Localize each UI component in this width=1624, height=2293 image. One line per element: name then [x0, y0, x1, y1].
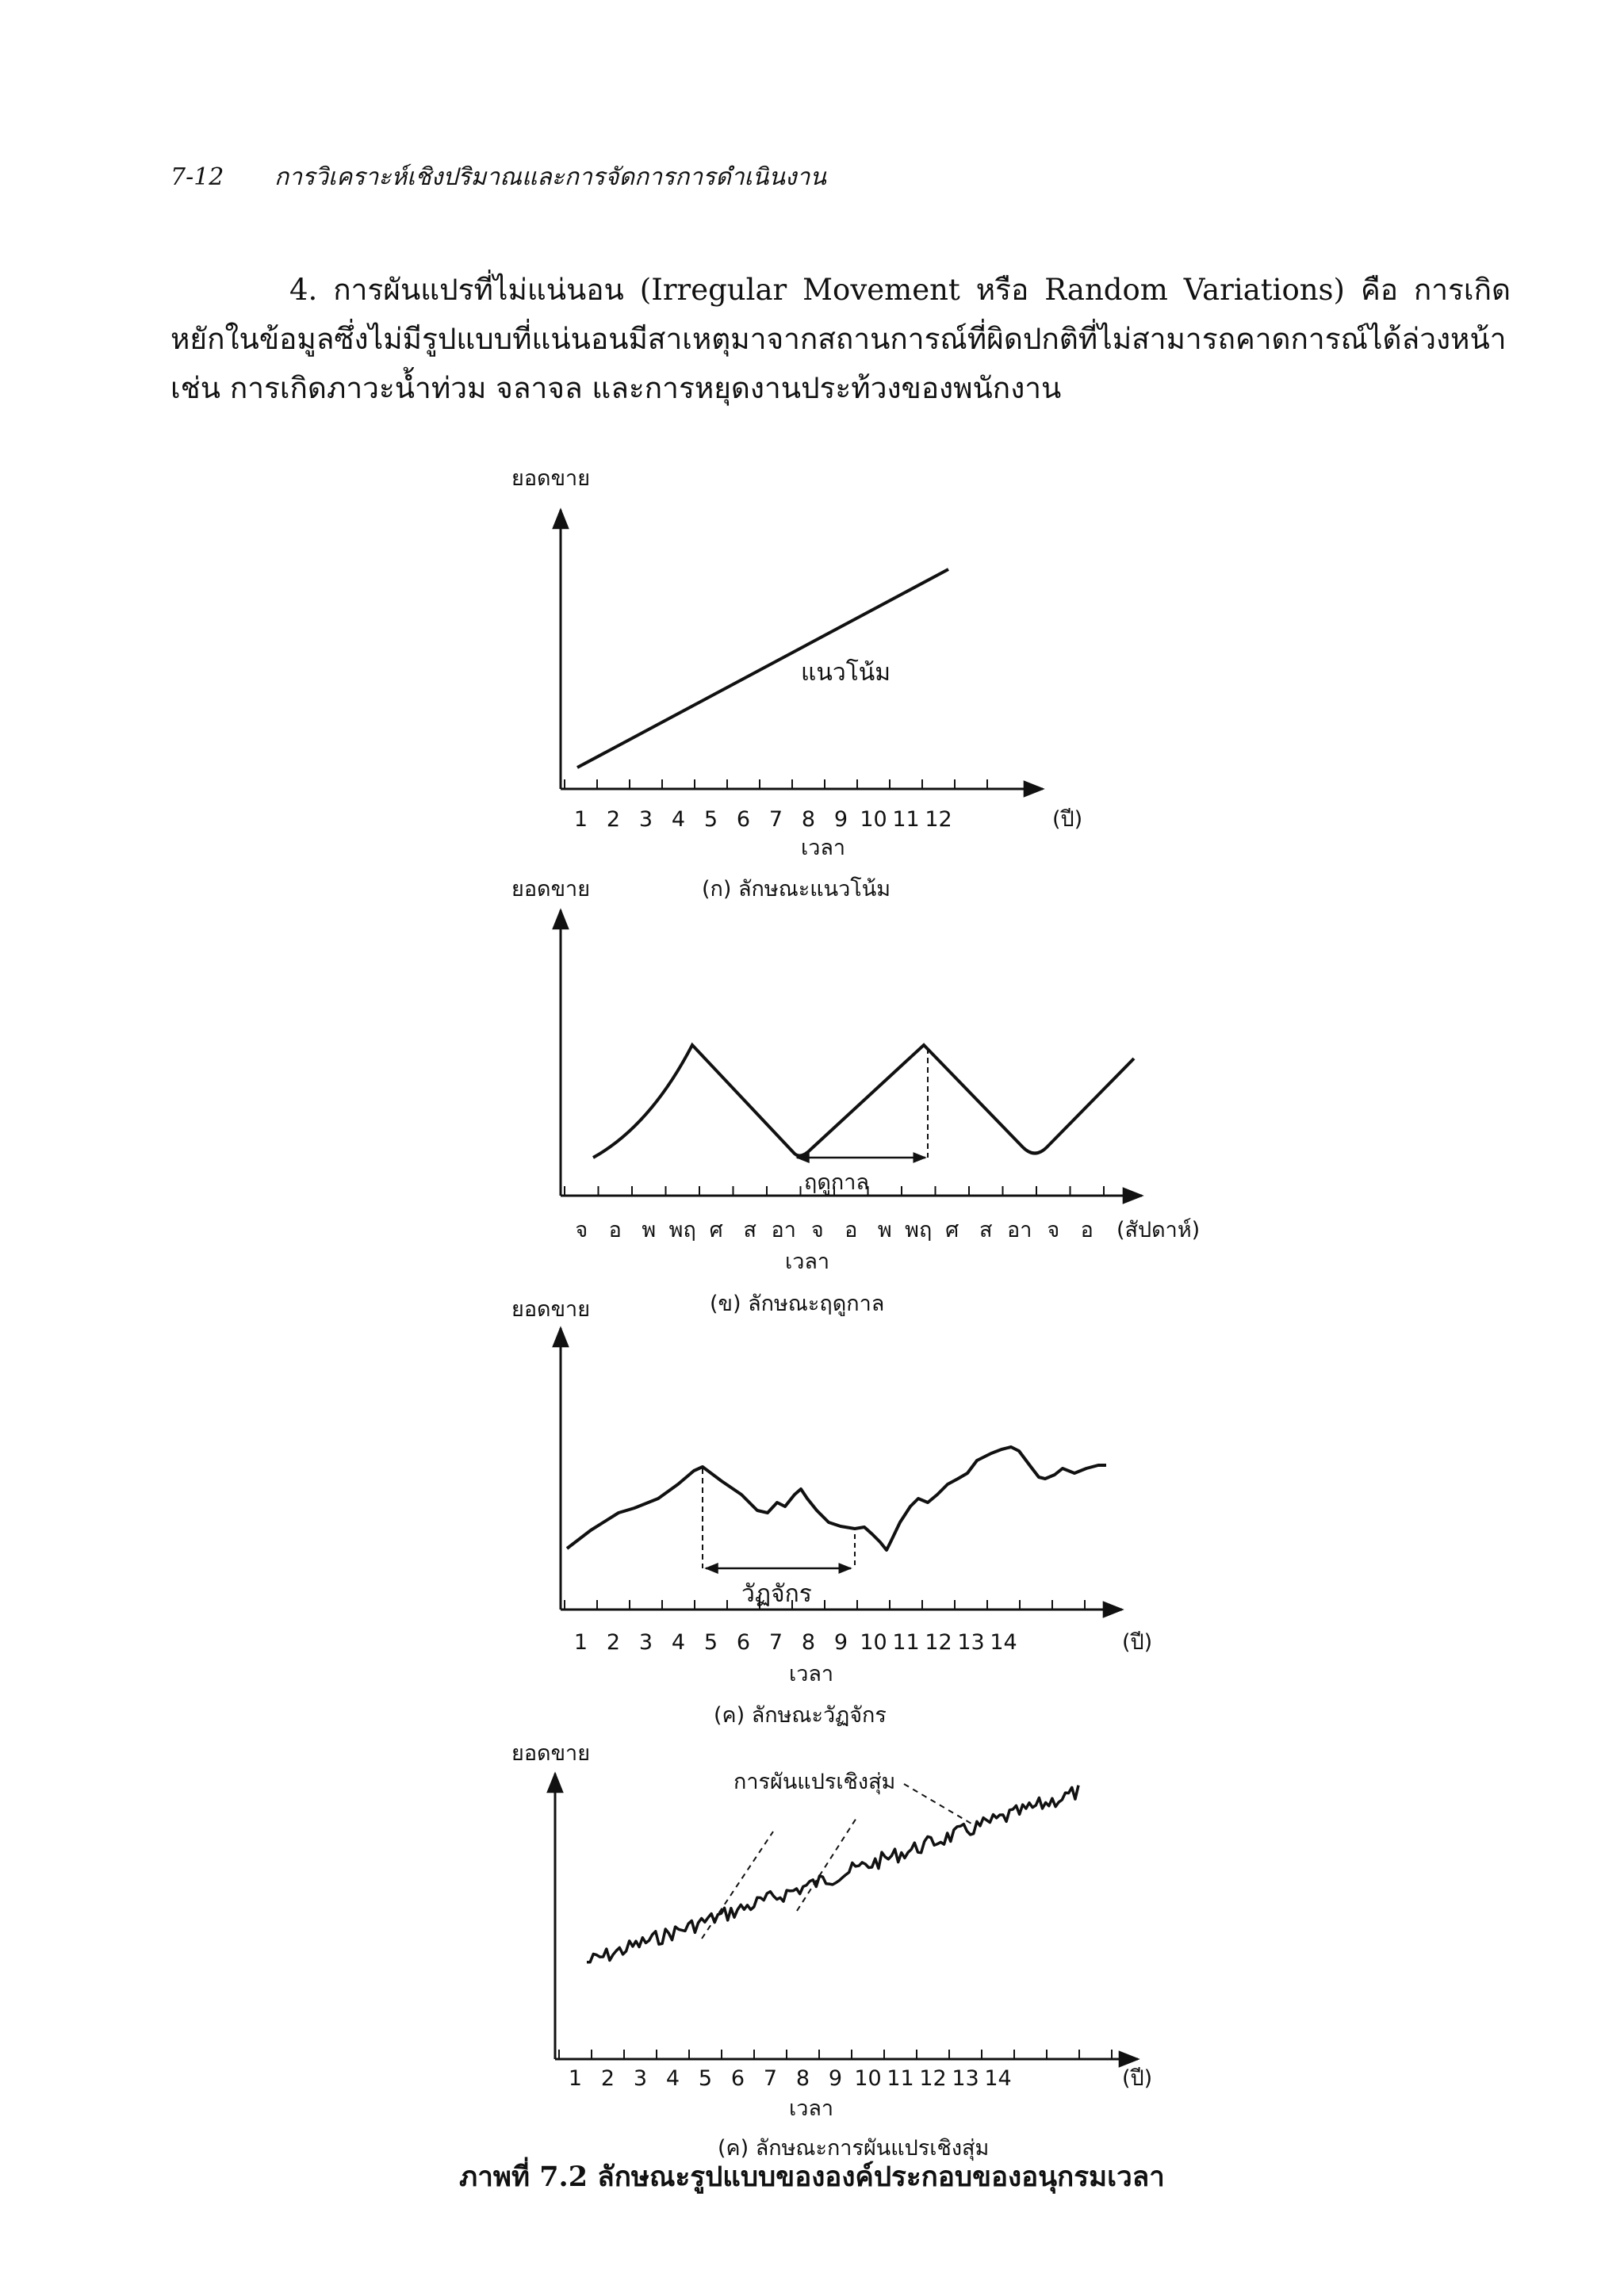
x-tick-label: 9: [833, 807, 848, 832]
figure-caption: ภาพที่ 7.2 ลักษณะรูปแบบขององค์ประกอบของอนุกรมเวลา: [459, 2161, 1165, 2193]
pointer-dashed-line: [797, 1818, 856, 1911]
x-tick-label: 4: [671, 807, 686, 832]
x-tick-marks: [565, 779, 987, 789]
panel-caption: (ค) ลักษณะการผันแปรเชิงสุ่ม: [718, 2136, 990, 2161]
x-tick-label: 10: [854, 2066, 882, 2091]
x-tick-marks: [559, 2050, 1112, 2059]
x-tick-marks: [565, 1600, 1085, 1610]
x-tick-label: 14: [990, 1630, 1017, 1655]
x-tick-labels: [574, 807, 952, 832]
panel-caption: (ข) ลักษณะฤดูกาล: [710, 1292, 885, 1316]
x-tick-label: 14: [984, 2066, 1012, 2091]
y-axis-label: ยอดขาย: [511, 466, 591, 491]
x-tick-label: 11: [892, 807, 920, 832]
trend-line: [577, 569, 948, 768]
pointer-dashed-line: [904, 1784, 971, 1824]
x-axis-label: เวลา: [785, 1250, 830, 1274]
x-tick-label: จ: [810, 1218, 824, 1242]
x-tick-label: พ: [642, 1218, 657, 1242]
x-tick-label: อ: [845, 1218, 858, 1242]
paragraph-text: 4. การผันแปรที่ไม่แน่นอน (Irregular Movement หรือ Random Variations) คือ การเกิดหยักในข้อมูลซึ่งไม่มีรูปแบบที่แน่นอนมีสาเหตุมาจากสถานการณ์ที่ผิดปกติที่ไม่สามารถคาดการณ์ได้ล่วงหน้า เช่น การเกิดภาวะน้ำท่วม จลาจล และการหยุดงานประท้วงของพนักงาน: [170, 273, 1511, 405]
x-tick-label: ส: [743, 1218, 756, 1242]
x-tick-label: 5: [698, 2066, 713, 2091]
x-tick-label: 2: [600, 2066, 615, 2091]
season-label: ฤดูกาล: [804, 1170, 869, 1195]
x-tick-label: 8: [801, 1630, 816, 1655]
x-tick-label: จ: [1047, 1218, 1060, 1242]
x-tick-label: 13: [952, 2066, 979, 2091]
x-axis-label: เวลา: [789, 2096, 834, 2121]
x-axis-label: เวลา: [801, 836, 846, 860]
x-tick-label: 3: [633, 2066, 648, 2091]
x-tick-label: อา: [1007, 1218, 1032, 1242]
x-tick-label: ศ: [945, 1218, 959, 1242]
x-tick-label: อ: [608, 1218, 622, 1242]
x-tick-label: 11: [887, 2066, 914, 2091]
y-axis-label: ยอดขาย: [511, 1741, 591, 1766]
x-tick-label: 5: [703, 1630, 718, 1655]
x-tick-label: 8: [801, 807, 816, 832]
panel-caption: (ก) ลักษณะแนวโน้ม: [702, 877, 891, 902]
x-tick-label: อา: [771, 1218, 796, 1242]
x-tick-label: 13: [957, 1630, 985, 1655]
x-tick-label: 6: [730, 2066, 745, 2091]
panel-caption: (ค) ลักษณะวัฏจักร: [714, 1703, 887, 1728]
x-tick-label: 12: [919, 2066, 947, 2091]
page-number: 7-12: [170, 163, 224, 191]
x-unit-label: (สัปดาห์): [1116, 1218, 1201, 1242]
x-tick-label: พฤ: [905, 1218, 933, 1242]
x-tick-label: 2: [606, 807, 621, 832]
pointer-dashed-line: [702, 1832, 773, 1939]
x-tick-label: 3: [638, 807, 653, 832]
x-tick-labels: [575, 1218, 1094, 1242]
panel-seasonal: [511, 877, 1200, 1316]
x-tick-label: 12: [925, 1630, 952, 1655]
x-unit-label: (ปี): [1122, 2066, 1153, 2091]
panel-random: [511, 1741, 1152, 2161]
x-tick-label: 5: [703, 807, 718, 832]
x-tick-labels: [574, 1630, 1017, 1655]
x-tick-marks: [565, 1186, 1104, 1196]
cycle-label: วัฏจักร: [741, 1580, 812, 1608]
panel-trend: [511, 466, 1082, 902]
x-tick-label: 2: [606, 1630, 621, 1655]
trend-label: แนวโน้ม: [801, 659, 891, 687]
y-axis-label: ยอดขาย: [511, 877, 591, 902]
x-tick-label: พฤ: [668, 1218, 696, 1242]
x-tick-label: 1: [573, 1630, 588, 1655]
y-axis-label: ยอดขาย: [511, 1297, 591, 1322]
panel-cyclical: [511, 1297, 1152, 1728]
x-tick-label: 12: [925, 807, 952, 832]
x-unit-label: (ปี): [1122, 1630, 1153, 1655]
random-variation-line: [587, 1786, 1078, 1962]
running-title: การวิเคราะห์เชิงปริมาณและการจัดการการดำเนินงาน: [274, 163, 826, 191]
x-tick-label: 9: [828, 2066, 843, 2091]
x-tick-label: 7: [768, 1630, 783, 1655]
random-label: การผันแปรเชิงสุ่ม: [733, 1770, 896, 1794]
x-tick-label: ศ: [709, 1218, 723, 1242]
x-tick-label: 4: [671, 1630, 686, 1655]
x-tick-label: 6: [736, 807, 751, 832]
x-tick-label: พ: [877, 1218, 892, 1242]
x-axis-label: เวลา: [789, 1662, 834, 1686]
x-tick-label: 11: [892, 1630, 920, 1655]
x-tick-label: 4: [665, 2066, 680, 2091]
x-tick-label: 7: [763, 2066, 778, 2091]
x-tick-label: 10: [860, 1630, 887, 1655]
x-tick-label: 1: [568, 2066, 583, 2091]
x-tick-label: 8: [795, 2066, 810, 2091]
x-tick-label: 10: [860, 807, 887, 832]
x-tick-label: 1: [573, 807, 588, 832]
x-unit-label: (ปี): [1052, 807, 1083, 832]
cyclical-curve: [567, 1447, 1106, 1550]
x-tick-label: 3: [638, 1630, 653, 1655]
x-tick-labels: [569, 2066, 1012, 2091]
x-tick-label: 9: [833, 1630, 848, 1655]
x-tick-label: 6: [736, 1630, 751, 1655]
x-tick-label: ส: [979, 1218, 993, 1242]
seasonal-curve: [593, 1045, 1134, 1158]
x-tick-label: 7: [768, 807, 783, 832]
x-tick-label: อ: [1080, 1218, 1094, 1242]
x-tick-label: จ: [575, 1218, 588, 1242]
